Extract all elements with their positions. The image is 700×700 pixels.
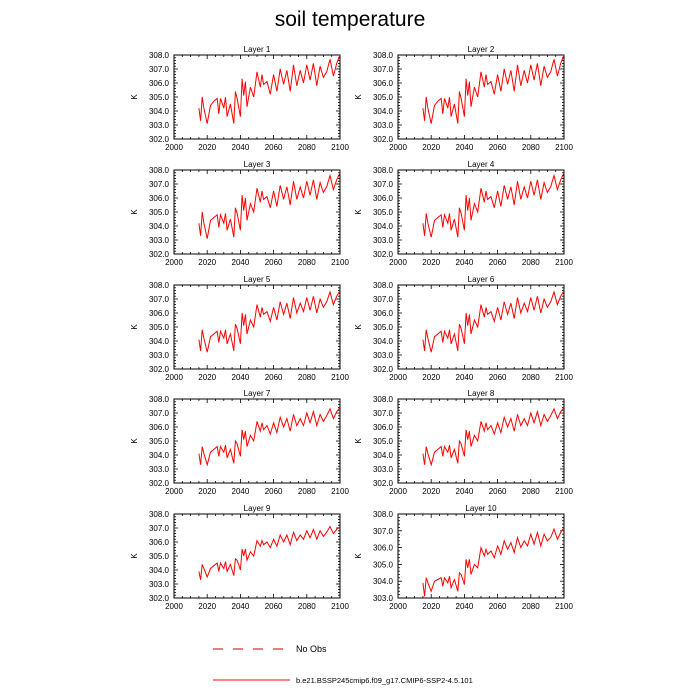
y-tick-label: 305.0 xyxy=(148,208,169,217)
x-tick-label: 2060 xyxy=(488,487,507,496)
y-tick-label: 305.0 xyxy=(148,323,169,332)
y-tick-label: 304.0 xyxy=(372,222,393,231)
y-tick-label: 302.0 xyxy=(148,365,169,374)
y-axis-label: K xyxy=(130,553,139,559)
x-tick-label: 2060 xyxy=(264,373,283,382)
x-tick-label: 2060 xyxy=(264,258,283,267)
y-tick-label: 305.0 xyxy=(372,437,393,446)
y-tick-label: 308.0 xyxy=(372,166,393,175)
y-axis-label: K xyxy=(130,209,139,215)
y-tick-label: 302.0 xyxy=(372,250,393,259)
x-tick-label: 2080 xyxy=(521,258,540,267)
panel-title: Layer 5 xyxy=(243,275,271,284)
x-tick-label: 2100 xyxy=(331,373,349,382)
x-tick-label: 2040 xyxy=(455,258,474,267)
x-tick-label: 2020 xyxy=(198,143,217,152)
y-tick-label: 302.0 xyxy=(148,594,169,603)
panel-layer-8 xyxy=(354,389,573,496)
y-tick-label: 304.0 xyxy=(372,107,393,116)
series-line xyxy=(199,173,340,239)
y-tick-label: 308.0 xyxy=(148,395,169,404)
y-tick-label: 307.0 xyxy=(148,524,169,533)
y-tick-label: 308.0 xyxy=(372,395,393,404)
y-axis-label: K xyxy=(354,94,363,100)
y-tick-label: 303.0 xyxy=(372,465,393,474)
y-tick-label: 306.0 xyxy=(148,309,169,318)
y-tick-label: 306.0 xyxy=(372,423,393,432)
x-tick-label: 2000 xyxy=(389,487,407,496)
y-axis-label: K xyxy=(130,324,139,330)
x-tick-label: 2000 xyxy=(389,373,407,382)
y-tick-label: 303.0 xyxy=(372,351,393,360)
legend xyxy=(213,644,473,685)
y-tick-label: 303.0 xyxy=(148,236,169,245)
y-tick-label: 307.0 xyxy=(148,180,169,189)
x-tick-label: 2100 xyxy=(331,602,349,611)
x-tick-label: 2040 xyxy=(455,373,474,382)
x-tick-label: 2000 xyxy=(165,258,183,267)
x-tick-label: 2080 xyxy=(297,143,316,152)
panel-layer-5 xyxy=(130,275,349,382)
x-tick-label: 2040 xyxy=(231,373,250,382)
x-tick-label: 2040 xyxy=(455,143,474,152)
panel-title: Layer 10 xyxy=(465,504,497,513)
x-tick-label: 2000 xyxy=(389,143,407,152)
y-tick-label: 303.0 xyxy=(148,351,169,360)
x-tick-label: 2080 xyxy=(297,487,316,496)
x-tick-label: 2060 xyxy=(488,258,507,267)
y-tick-label: 304.0 xyxy=(148,566,169,575)
x-tick-label: 2040 xyxy=(231,487,250,496)
y-tick-label: 307.0 xyxy=(372,295,393,304)
y-tick-label: 307.0 xyxy=(148,409,169,418)
panel-title: Layer 8 xyxy=(467,389,495,398)
y-tick-label: 304.0 xyxy=(148,337,169,346)
y-tick-label: 308.0 xyxy=(372,510,393,519)
x-tick-label: 2000 xyxy=(165,143,183,152)
y-tick-label: 305.0 xyxy=(372,560,393,570)
panel-title: Layer 1 xyxy=(243,45,271,54)
panel-layer-1 xyxy=(130,45,349,152)
panel-frame xyxy=(174,399,340,483)
x-tick-label: 2020 xyxy=(198,487,217,496)
panel-frame xyxy=(174,170,340,254)
panel-title: Layer 4 xyxy=(467,160,495,169)
x-tick-label: 2020 xyxy=(198,373,217,382)
panel-frame xyxy=(398,170,564,254)
panel-frame xyxy=(174,55,340,139)
y-axis-label: K xyxy=(130,438,139,444)
y-tick-label: 308.0 xyxy=(372,51,393,60)
y-tick-label: 307.0 xyxy=(372,526,393,536)
panel-layer-4 xyxy=(354,160,573,267)
figure-title: soil temperature xyxy=(274,8,426,31)
y-tick-label: 308.0 xyxy=(148,51,169,60)
x-tick-label: 2100 xyxy=(555,373,573,382)
y-axis-label: K xyxy=(130,94,139,100)
x-tick-label: 2060 xyxy=(264,487,283,496)
y-tick-label: 304.0 xyxy=(372,337,393,346)
y-axis-label: K xyxy=(354,438,363,444)
panel-title: Layer 6 xyxy=(467,275,495,284)
y-tick-label: 302.0 xyxy=(372,365,393,374)
x-tick-label: 2100 xyxy=(555,487,573,496)
x-tick-label: 2040 xyxy=(455,602,474,611)
y-tick-label: 306.0 xyxy=(372,194,393,203)
y-tick-label: 306.0 xyxy=(148,194,169,203)
x-tick-label: 2100 xyxy=(555,258,573,267)
x-tick-label: 2080 xyxy=(521,143,540,152)
panel-title: Layer 7 xyxy=(243,389,271,398)
y-axis-label: K xyxy=(354,324,363,330)
x-tick-label: 2060 xyxy=(264,143,283,152)
panel-layer-2 xyxy=(354,45,573,152)
y-tick-label: 306.0 xyxy=(148,79,169,88)
y-tick-label: 303.0 xyxy=(372,236,393,245)
y-tick-label: 305.0 xyxy=(148,552,169,561)
x-tick-label: 2020 xyxy=(422,487,441,496)
x-tick-label: 2060 xyxy=(488,373,507,382)
series-line xyxy=(423,407,564,464)
y-tick-label: 304.0 xyxy=(372,577,393,587)
y-tick-label: 303.0 xyxy=(148,121,169,130)
x-tick-label: 2020 xyxy=(422,258,441,267)
x-tick-label: 2020 xyxy=(198,602,217,611)
x-tick-label: 2020 xyxy=(422,602,441,611)
x-tick-label: 2080 xyxy=(297,373,316,382)
x-tick-label: 2020 xyxy=(198,258,217,267)
y-tick-label: 307.0 xyxy=(372,409,393,418)
panel-layer-6 xyxy=(354,275,573,382)
x-tick-label: 2060 xyxy=(264,602,283,611)
y-tick-label: 303.0 xyxy=(148,580,169,589)
x-tick-label: 2080 xyxy=(297,602,316,611)
x-tick-label: 2000 xyxy=(165,373,183,382)
legend-label-run: b.e21.BSSP245cmip6.f09_g17.CMIP6-SSP2-4.5.101 xyxy=(296,676,473,685)
x-tick-label: 2080 xyxy=(297,258,316,267)
x-tick-label: 2040 xyxy=(455,487,474,496)
x-tick-label: 2040 xyxy=(231,143,250,152)
x-tick-label: 2060 xyxy=(488,143,507,152)
y-tick-label: 307.0 xyxy=(372,180,393,189)
x-tick-label: 2080 xyxy=(521,373,540,382)
x-tick-label: 2100 xyxy=(331,487,349,496)
panel-frame xyxy=(174,285,340,369)
panels-group xyxy=(130,45,573,611)
y-tick-label: 302.0 xyxy=(372,479,393,488)
x-tick-label: 2020 xyxy=(422,373,441,382)
y-tick-label: 303.0 xyxy=(372,594,393,603)
y-tick-label: 302.0 xyxy=(148,135,169,144)
x-tick-label: 2040 xyxy=(231,258,250,267)
x-tick-label: 2100 xyxy=(555,143,573,152)
y-tick-label: 308.0 xyxy=(372,281,393,290)
x-tick-label: 2080 xyxy=(521,487,540,496)
series-line xyxy=(423,55,564,124)
x-tick-label: 2100 xyxy=(331,258,349,267)
y-tick-label: 305.0 xyxy=(372,93,393,102)
y-tick-label: 308.0 xyxy=(148,510,169,519)
series-line xyxy=(199,407,340,464)
y-tick-label: 307.0 xyxy=(148,295,169,304)
panel-frame xyxy=(398,285,564,369)
x-tick-label: 2000 xyxy=(165,487,183,496)
panel-title: Layer 2 xyxy=(467,45,495,54)
series-line xyxy=(423,291,564,353)
y-tick-label: 305.0 xyxy=(372,323,393,332)
y-tick-label: 308.0 xyxy=(148,281,169,290)
x-tick-label: 2060 xyxy=(488,602,507,611)
x-tick-label: 2040 xyxy=(231,602,250,611)
series-line xyxy=(199,55,340,124)
y-tick-label: 304.0 xyxy=(148,107,169,116)
series-line xyxy=(199,527,340,580)
series-line xyxy=(423,527,564,596)
x-tick-label: 2000 xyxy=(389,602,407,611)
x-tick-label: 2100 xyxy=(331,143,349,152)
legend-label-no-obs: No Obs xyxy=(296,644,327,654)
panel-title: Layer 3 xyxy=(243,160,271,169)
y-tick-label: 306.0 xyxy=(372,543,393,553)
y-tick-label: 304.0 xyxy=(148,451,169,460)
y-tick-label: 308.0 xyxy=(148,166,169,175)
y-tick-label: 307.0 xyxy=(148,65,169,74)
y-tick-label: 307.0 xyxy=(372,65,393,74)
y-tick-label: 304.0 xyxy=(148,222,169,231)
series-line xyxy=(199,291,340,353)
y-tick-label: 302.0 xyxy=(148,479,169,488)
y-tick-label: 303.0 xyxy=(148,465,169,474)
panel-title: Layer 9 xyxy=(243,504,271,513)
y-tick-label: 305.0 xyxy=(148,437,169,446)
y-axis-label: K xyxy=(354,209,363,215)
x-tick-label: 2080 xyxy=(521,602,540,611)
series-line xyxy=(423,173,564,237)
y-tick-label: 304.0 xyxy=(372,451,393,460)
panel-layer-3 xyxy=(130,160,349,267)
y-tick-label: 302.0 xyxy=(372,135,393,144)
x-tick-label: 2100 xyxy=(555,602,573,611)
y-tick-label: 306.0 xyxy=(148,538,169,547)
y-tick-label: 305.0 xyxy=(372,208,393,217)
panel-frame xyxy=(398,399,564,483)
y-tick-label: 305.0 xyxy=(148,93,169,102)
y-tick-label: 302.0 xyxy=(148,250,169,259)
x-tick-label: 2020 xyxy=(422,143,441,152)
x-tick-label: 2000 xyxy=(389,258,407,267)
panel-layer-10 xyxy=(354,504,573,611)
panel-layer-7 xyxy=(130,389,349,496)
y-tick-label: 306.0 xyxy=(372,309,393,318)
panel-frame xyxy=(398,55,564,139)
y-tick-label: 303.0 xyxy=(372,121,393,130)
y-tick-label: 306.0 xyxy=(372,79,393,88)
panel-layer-9 xyxy=(130,504,349,611)
y-axis-label: K xyxy=(354,553,363,559)
y-tick-label: 306.0 xyxy=(148,423,169,432)
panel-frame xyxy=(174,514,340,598)
x-tick-label: 2000 xyxy=(165,602,183,611)
